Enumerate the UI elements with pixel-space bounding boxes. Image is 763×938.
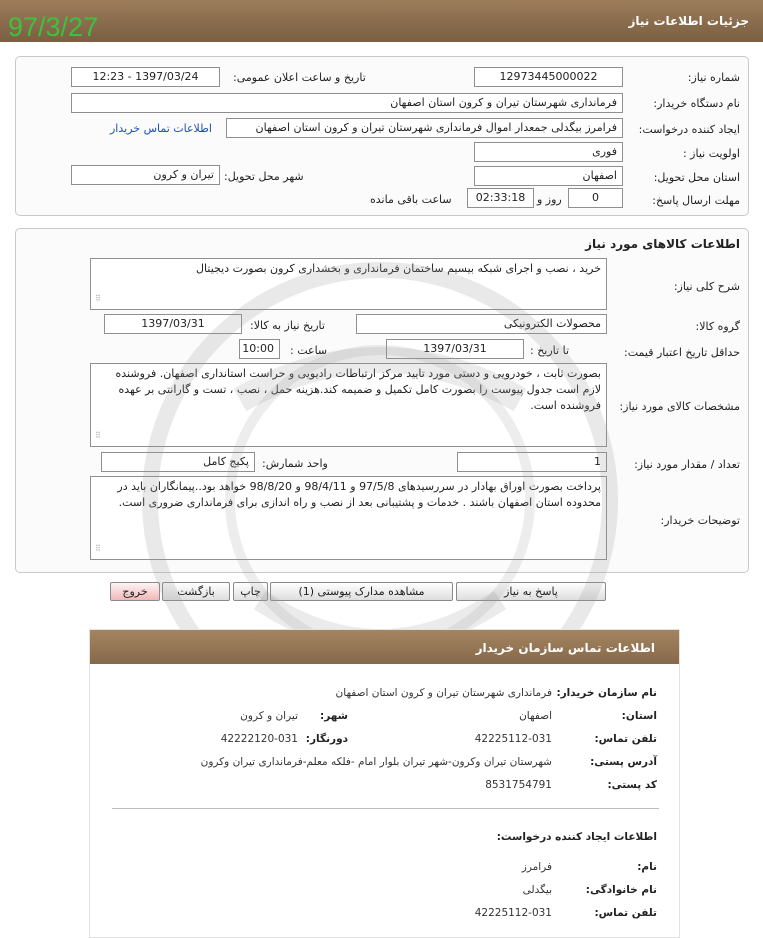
creator-phone-value: 42225112-031 bbox=[474, 907, 552, 919]
quantity-field: 1 bbox=[457, 452, 607, 472]
unit-field: پکیج کامل bbox=[101, 452, 255, 472]
specs-text: بصورت ثابت ، خودرویی و دستی مورد تایید مرکز ارتباطات رادیویی و حراست استانداری اصفهان. فروشنده لازم است جدول پیوست را بصورت کامل تکمیل و ضمیمه کند.هزینه حمل ، نصب ، تست و گارانتی بر عهده فروشنده است. bbox=[115, 367, 601, 412]
unit-label: واحد شمارش: bbox=[262, 457, 328, 470]
page-header bbox=[0, 0, 763, 42]
creator-section-title: اطلاعات ایجاد کننده درخواست: bbox=[496, 831, 657, 843]
contact-title: اطلاعات تماس سازمان خریدار bbox=[475, 641, 655, 655]
contact-phone-value: 42225112-031 bbox=[474, 733, 552, 745]
need-date-field: 1397/03/31 bbox=[104, 314, 242, 334]
print-button[interactable]: چاپ bbox=[233, 582, 268, 601]
contact-address-label: آدرس پستی: bbox=[590, 756, 657, 768]
creator-field: فرامرز بیگدلی جمعدار اموال فرمانداری شهرستان تیران و کرون استان اصفهان bbox=[226, 118, 623, 138]
contact-city-label: شهر: bbox=[320, 710, 348, 722]
days-label: روز و bbox=[537, 193, 562, 206]
description-label: شرح کلی نیاز: bbox=[673, 280, 740, 293]
contact-org-label: نام سازمان خریدار: bbox=[556, 687, 657, 699]
need-number-field: 12973445000022 bbox=[474, 67, 623, 87]
contact-province-label: استان: bbox=[621, 710, 657, 722]
resize-grip-icon[interactable]: ⠿ bbox=[95, 431, 101, 440]
creator-last-name-label: نام خانوادگی: bbox=[585, 884, 657, 896]
specs-field bbox=[90, 363, 607, 447]
time-left-field: 02:33:18 bbox=[467, 188, 534, 208]
description-text: خرید ، نصب و اجرای شبکه بیسیم ساختمان فرمانداری و بخشداری کرون بصورت دیجیتال bbox=[196, 262, 601, 275]
buyer-notes-text: پرداخت بصورت اوراق بهادار در سررسیدهای 97/5/8 و 98/4/11 و 98/8/20 خواهد بود..پیمانگاران باید در محدوده استان اصفهان باشند . خدمات و پشتیبانی بعد از نصب و راه اندازی برای فرمانداری ضروری است. bbox=[117, 480, 601, 509]
until-date-label: تا تاریخ : bbox=[530, 344, 569, 357]
need-date-label: تاریخ نیاز به کالا: bbox=[250, 319, 325, 332]
until-date-field: 1397/03/31 bbox=[386, 339, 524, 359]
contact-header bbox=[90, 630, 679, 664]
contact-province-value: اصفهان bbox=[519, 710, 552, 722]
creator-phone-label: تلفن تماس: bbox=[594, 907, 657, 919]
resize-grip-icon[interactable]: ⠿ bbox=[95, 294, 101, 303]
time-left-label: ساعت باقی مانده bbox=[370, 193, 452, 206]
hour-label: ساعت : bbox=[290, 344, 328, 357]
buyer-org-label: نام دستگاه خریدار: bbox=[653, 97, 740, 110]
priority-field: فوری bbox=[474, 142, 623, 162]
reply-button[interactable]: پاسخ به نیاز bbox=[456, 582, 606, 601]
specs-label: مشخصات کالای مورد نیاز: bbox=[619, 400, 740, 413]
announce-label: تاریخ و ساعت اعلان عمومی: bbox=[233, 71, 366, 84]
contact-postal-label: کد پستی: bbox=[607, 779, 657, 791]
contact-fax-value: 42222120-031 bbox=[220, 733, 298, 745]
creator-first-name-value: فرامرز bbox=[521, 861, 552, 873]
quantity-label: تعداد / مقدار مورد نیاز: bbox=[634, 458, 740, 471]
contact-city-value: تیران و کرون bbox=[240, 710, 298, 722]
buyer-notes-label: توضیحات خریدار: bbox=[660, 514, 740, 527]
back-button[interactable]: بازگشت bbox=[162, 582, 230, 601]
description-field bbox=[90, 258, 607, 310]
buyer-org-field: فرمانداری شهرستان تیران و کرون استان اصفهان bbox=[71, 93, 623, 113]
creator-last-name-value: بیگدلی bbox=[522, 884, 552, 896]
province-field: اصفهان bbox=[474, 166, 623, 186]
attachments-button[interactable]: مشاهده مدارک پیوستی (1) bbox=[270, 582, 453, 601]
contact-postal-value: 8531754791 bbox=[485, 779, 552, 791]
days-field: 0 bbox=[568, 188, 623, 208]
priority-label: اولویت نیاز : bbox=[682, 147, 740, 160]
contact-org-value: فرمانداری شهرستان تیران و کرون استان اصفهان bbox=[335, 687, 552, 699]
buyer-contact-link[interactable]: اطلاعات تماس خریدار bbox=[110, 122, 212, 135]
contact-fax-label: دورنگار: bbox=[305, 733, 348, 745]
hour-field: 10:00 bbox=[239, 339, 280, 359]
contact-phone-label: تلفن تماس: bbox=[594, 733, 657, 745]
province-label: استان محل تحویل: bbox=[653, 171, 740, 184]
need-number-label: شماره نیاز: bbox=[687, 71, 740, 84]
group-label: گروه کالا: bbox=[695, 320, 740, 333]
exit-button[interactable]: خروج bbox=[110, 582, 160, 601]
validity-label: حداقل تاریخ اعتبار قیمت: bbox=[624, 346, 740, 359]
contact-divider bbox=[112, 808, 659, 809]
creator-label: ایجاد کننده درخواست: bbox=[638, 123, 740, 136]
contact-address-value: شهرستان تیران وکرون-شهر تیران بلوار امام -فلکه معلم-فرمانداری تیران وکرون bbox=[200, 756, 552, 768]
group-field: محصولات الکترونیکی bbox=[356, 314, 607, 334]
resize-grip-icon[interactable]: ⠿ bbox=[95, 544, 101, 553]
deadline-label: مهلت ارسال پاسخ: bbox=[652, 194, 740, 207]
creator-first-name-label: نام: bbox=[637, 861, 657, 873]
page-title: جزئیات اطلاعات نیاز bbox=[628, 14, 749, 28]
buyer-contact-card bbox=[89, 629, 680, 938]
goods-section-title: اطلاعات کالاهای مورد نیاز bbox=[585, 237, 740, 251]
city-label: شهر محل تحویل: bbox=[224, 170, 304, 183]
buyer-notes-field bbox=[90, 476, 607, 560]
date-stamp: 97/3/27 bbox=[8, 12, 99, 42]
city-field: تیران و کرون bbox=[71, 165, 220, 185]
announce-field: 1397/03/24 - 12:23 bbox=[71, 67, 220, 87]
